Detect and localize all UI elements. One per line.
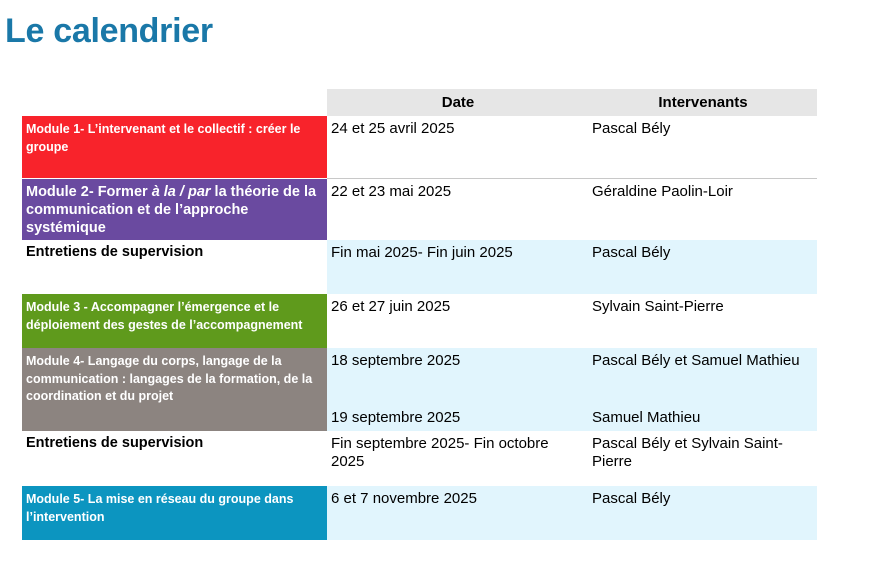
table-row [22, 179, 817, 240]
intervenants-cell: Pascal Bély [592, 120, 671, 137]
date-cell-second: 19 septembre 2025 [331, 409, 461, 426]
supervision-cell: Entretiens de supervision [26, 244, 204, 260]
table-row [22, 294, 817, 348]
table-row [22, 431, 817, 486]
table-row [22, 240, 817, 294]
intervenants-cell: Pascal Bély et Samuel Mathieu [592, 352, 800, 369]
table-row [22, 116, 817, 178]
row-cells [327, 348, 817, 431]
date-cell: Fin septembre 2025- Fin octobre 2025 [331, 435, 549, 470]
table-row [22, 486, 817, 540]
module-4-cell: Module 4- Langage du corps, langage de la communication : langages de la formation, de la coordination et du projet [22, 348, 327, 431]
column-header-intervenants [589, 89, 817, 116]
column-header-intervenants-label: Intervenants [658, 94, 748, 111]
date-cell: 6 et 7 novembre 2025 [331, 490, 477, 507]
module-2-label-italic: à la / par [151, 184, 211, 200]
module-5-cell: Module 5- La mise en réseau du groupe dans l’intervention [22, 486, 327, 540]
page-title: Le calendrier [5, 12, 213, 50]
date-cell: 26 et 27 juin 2025 [331, 298, 451, 315]
module-3-cell: Module 3 - Accompagner l’émergence et le déploiement des gestes de l’accompagnement [22, 294, 327, 348]
intervenants-cell: Pascal Bély et Sylvain Saint-Pierre [592, 435, 783, 470]
intervenants-cell: Sylvain Saint-Pierre [592, 298, 724, 315]
intervenants-cell: Pascal Bély [592, 244, 671, 261]
column-header-date-label: Date [441, 94, 475, 111]
module-2-label-start: Module 2- Former [26, 184, 152, 200]
row-cells [327, 116, 817, 178]
row-cells [327, 486, 817, 540]
module-1-cell: Module 1- L’intervenant et le collectif : créer le groupe [22, 116, 327, 178]
module-2-cell [22, 179, 327, 240]
module-2-label-end: la théorie de la communication et de l’approche systémique [26, 184, 317, 236]
intervenants-cell-second: Samuel Mathieu [592, 409, 701, 426]
date-cell: 22 et 23 mai 2025 [331, 183, 452, 200]
intervenants-cell: Pascal Bély [592, 490, 671, 507]
table-row [22, 348, 817, 431]
date-cell: Fin mai 2025- Fin juin 2025 [331, 244, 513, 261]
row-cells [327, 294, 817, 348]
date-cell: 24 et 25 avril 2025 [331, 120, 455, 137]
date-cell: 18 septembre 2025 [331, 352, 461, 369]
supervision-cell: Entretiens de supervision [26, 435, 204, 451]
intervenants-cell: Géraldine Paolin-Loir [592, 183, 733, 200]
row-cells [327, 179, 817, 240]
column-header-date [327, 89, 589, 116]
row-cells [327, 431, 817, 486]
row-cells [327, 240, 817, 294]
